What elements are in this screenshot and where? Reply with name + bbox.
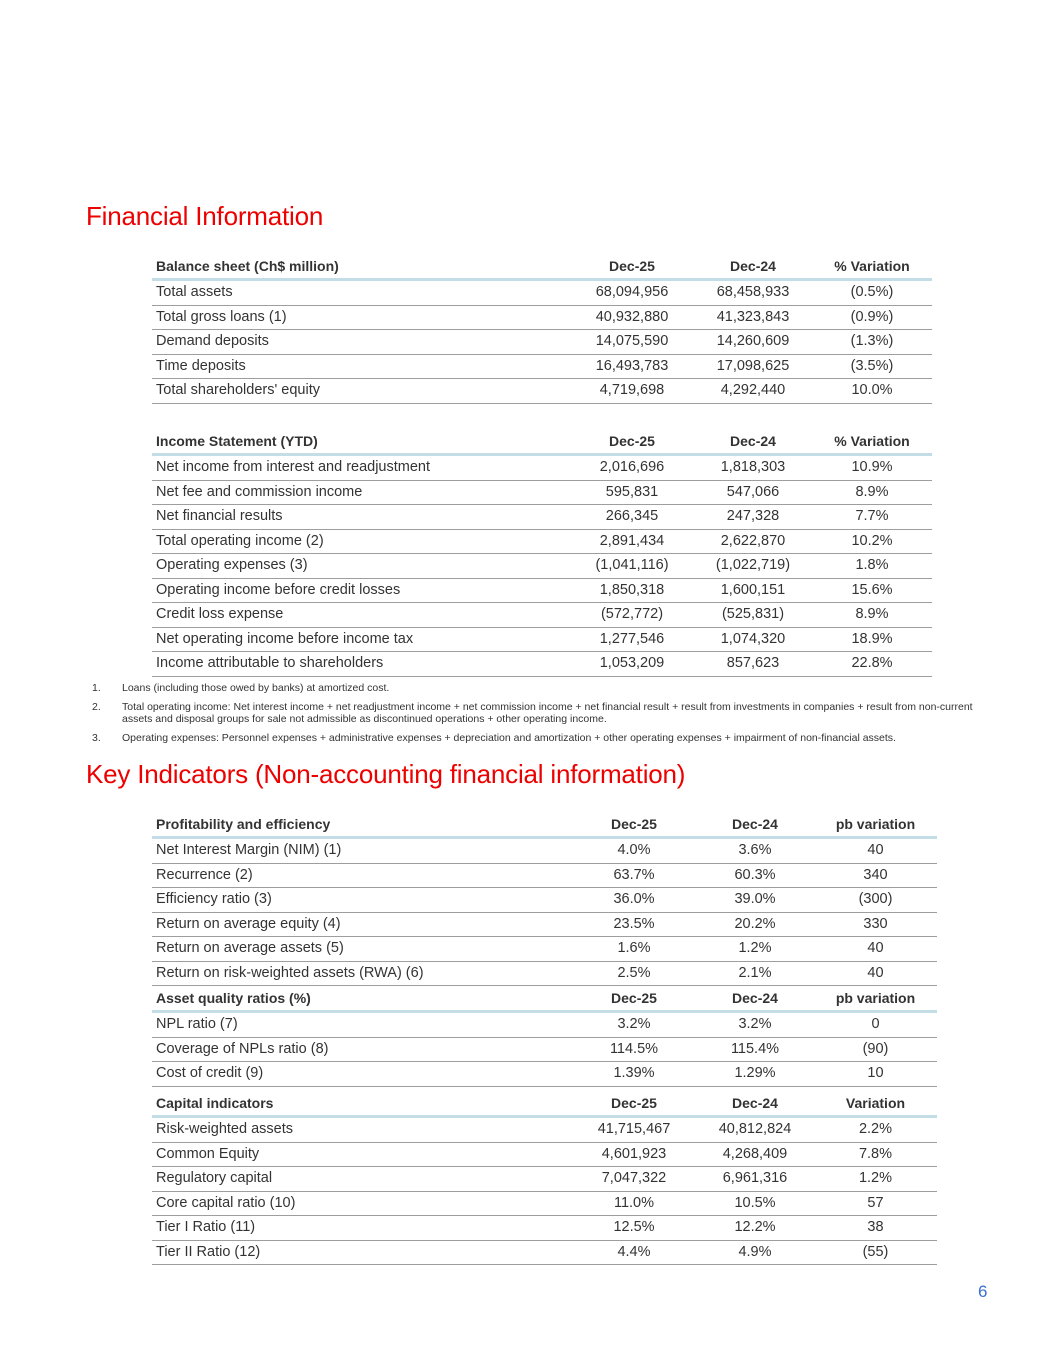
- row-label: Risk-weighted assets: [152, 1117, 572, 1143]
- table-row: [152, 627, 932, 652]
- row-value: 0: [814, 1012, 937, 1038]
- row-label: Cost of credit (9): [152, 1062, 572, 1087]
- row-value: 1,850,318: [570, 578, 694, 603]
- row-label: Common Equity: [152, 1142, 572, 1167]
- row-label: Recurrence (2): [152, 863, 572, 888]
- row-value: 8.9%: [812, 480, 932, 505]
- row-value: 1.39%: [572, 1062, 696, 1087]
- row-value: 40: [814, 838, 937, 864]
- row-value: 1,818,303: [694, 455, 812, 481]
- table-row: [152, 330, 932, 355]
- row-label: Net fee and commission income: [152, 480, 570, 505]
- table-header-cell: Dec-24: [696, 813, 814, 838]
- row-label: Net Interest Margin (NIM) (1): [152, 838, 572, 864]
- table-header-cell: pb variation: [814, 813, 937, 838]
- footnote-text: Loans (including those owed by banks) at amortized cost.: [122, 682, 390, 694]
- page-number: 6: [978, 1282, 988, 1301]
- table-header-label: Profitability and efficiency: [152, 813, 572, 838]
- row-value: 17,098,625: [694, 354, 812, 379]
- table-row: [152, 505, 932, 530]
- row-label: Return on average assets (5): [152, 937, 572, 962]
- table-row: [152, 305, 932, 330]
- row-value: (90): [814, 1037, 937, 1062]
- row-value: 1.2%: [696, 937, 814, 962]
- row-label: Net income from interest and readjustment: [152, 455, 570, 481]
- row-value: 1.2%: [814, 1167, 937, 1192]
- row-label: Total shareholders' equity: [152, 379, 570, 404]
- table-row: [152, 354, 932, 379]
- footnote: [92, 732, 992, 744]
- table-row: [152, 912, 937, 937]
- row-value: 40: [814, 961, 937, 986]
- row-label: Tier II Ratio (12): [152, 1240, 572, 1265]
- row-value: 3.2%: [696, 1012, 814, 1038]
- table-row: [152, 1216, 937, 1241]
- balance-sheet-table: [152, 255, 932, 404]
- table-row: [152, 1012, 937, 1038]
- table-header-row: [152, 255, 932, 280]
- row-value: (55): [814, 1240, 937, 1265]
- table-header-label: Balance sheet (Ch$ million): [152, 255, 570, 280]
- table-header-row: [152, 987, 937, 1012]
- row-value: 57: [814, 1191, 937, 1216]
- table-header-cell: Dec-25: [572, 813, 696, 838]
- row-value: 330: [814, 912, 937, 937]
- footnote: [92, 701, 992, 725]
- table-row: [152, 888, 937, 913]
- table-header-cell: Dec-25: [572, 987, 696, 1012]
- row-value: 12.5%: [572, 1216, 696, 1241]
- row-value: 547,066: [694, 480, 812, 505]
- table-header-cell: pb variation: [814, 987, 937, 1012]
- row-value: 1,053,209: [570, 652, 694, 677]
- row-value: 2,891,434: [570, 529, 694, 554]
- row-value: 266,345: [570, 505, 694, 530]
- table-header-row: [152, 1092, 937, 1117]
- row-value: 36.0%: [572, 888, 696, 913]
- key-indicators-title: Key Indicators (Non-accounting financial information): [86, 759, 686, 789]
- row-value: 39.0%: [696, 888, 814, 913]
- row-label: Income attributable to shareholders: [152, 652, 570, 677]
- row-value: 10.0%: [812, 379, 932, 404]
- footnote-text: Total operating income: Net interest income + net readjustment income + net commission income + net financial result + result from investments in companies + result from non-current assets and disposal groups for sale not admissible as discontinued operations + other operating income.: [122, 701, 973, 725]
- table-row: [152, 838, 937, 864]
- income-statement-table: [152, 430, 932, 677]
- footnote: [92, 682, 992, 694]
- table-header-cell: Dec-24: [694, 430, 812, 455]
- row-value: 1.6%: [572, 937, 696, 962]
- table-header-label: Asset quality ratios (%): [152, 987, 572, 1012]
- row-value: 22.8%: [812, 652, 932, 677]
- table-row: [152, 529, 932, 554]
- row-label: Demand deposits: [152, 330, 570, 355]
- row-value: 63.7%: [572, 863, 696, 888]
- row-value: 15.6%: [812, 578, 932, 603]
- row-value: 40,812,824: [696, 1117, 814, 1143]
- table-row: [152, 937, 937, 962]
- table-header-cell: Dec-25: [570, 430, 694, 455]
- row-label: Core capital ratio (10): [152, 1191, 572, 1216]
- row-value: 40: [814, 937, 937, 962]
- table-header-cell: Dec-24: [694, 255, 812, 280]
- table-row: [152, 1037, 937, 1062]
- row-value: 20.2%: [696, 912, 814, 937]
- row-value: 12.2%: [696, 1216, 814, 1241]
- row-value: 1.29%: [696, 1062, 814, 1087]
- row-value: 4.0%: [572, 838, 696, 864]
- row-value: (0.5%): [812, 280, 932, 306]
- row-value: 6,961,316: [696, 1167, 814, 1192]
- table-row: [152, 603, 932, 628]
- row-label: Net operating income before income tax: [152, 627, 570, 652]
- table-header-row: [152, 813, 937, 838]
- row-value: 68,458,933: [694, 280, 812, 306]
- profitability-table: [152, 813, 937, 986]
- row-label: Operating expenses (3): [152, 554, 570, 579]
- table-header-row: [152, 430, 932, 455]
- row-value: 41,715,467: [572, 1117, 696, 1143]
- row-value: 114.5%: [572, 1037, 696, 1062]
- table-header-cell: Dec-24: [696, 987, 814, 1012]
- row-label: NPL ratio (7): [152, 1012, 572, 1038]
- row-value: 10: [814, 1062, 937, 1087]
- row-value: 7.7%: [812, 505, 932, 530]
- table-row: [152, 455, 932, 481]
- row-label: Return on risk-weighted assets (RWA) (6): [152, 961, 572, 986]
- row-value: (572,772): [570, 603, 694, 628]
- row-value: 4.9%: [696, 1240, 814, 1265]
- table-row: [152, 1117, 937, 1143]
- row-value: 595,831: [570, 480, 694, 505]
- table-row: [152, 379, 932, 404]
- table-row: [152, 1142, 937, 1167]
- financial-information-title: Financial Information: [86, 201, 324, 231]
- capital-indicators-table: [152, 1092, 937, 1265]
- row-value: (525,831): [694, 603, 812, 628]
- row-value: (1.3%): [812, 330, 932, 355]
- table-row: [152, 554, 932, 579]
- footnote-number: 2.: [92, 701, 101, 713]
- table-row: [152, 652, 932, 677]
- table-header-cell: Dec-24: [696, 1092, 814, 1117]
- row-value: 1,277,546: [570, 627, 694, 652]
- row-value: 18.9%: [812, 627, 932, 652]
- table-row: [152, 961, 937, 986]
- row-value: 2.5%: [572, 961, 696, 986]
- row-value: 247,328: [694, 505, 812, 530]
- row-value: 340: [814, 863, 937, 888]
- row-value: 4,719,698: [570, 379, 694, 404]
- row-value: 23.5%: [572, 912, 696, 937]
- row-value: (3.5%): [812, 354, 932, 379]
- footnote-number: 1.: [92, 682, 101, 694]
- table-row: [152, 1240, 937, 1265]
- row-value: 68,094,956: [570, 280, 694, 306]
- table-header-cell: % Variation: [812, 430, 932, 455]
- row-value: 11.0%: [572, 1191, 696, 1216]
- row-label: Credit loss expense: [152, 603, 570, 628]
- row-value: 3.6%: [696, 838, 814, 864]
- table-header-cell: Dec-25: [572, 1092, 696, 1117]
- row-value: 3.2%: [572, 1012, 696, 1038]
- table-header-cell: % Variation: [812, 255, 932, 280]
- row-label: Operating income before credit losses: [152, 578, 570, 603]
- row-value: 16,493,783: [570, 354, 694, 379]
- row-label: Total gross loans (1): [152, 305, 570, 330]
- footnotes: [92, 682, 992, 751]
- row-label: Return on average equity (4): [152, 912, 572, 937]
- row-value: 857,623: [694, 652, 812, 677]
- table-header-label: Capital indicators: [152, 1092, 572, 1117]
- footnote-number: 3.: [92, 732, 101, 744]
- table-row: [152, 1062, 937, 1087]
- row-value: (1,022,719): [694, 554, 812, 579]
- row-value: (300): [814, 888, 937, 913]
- table-row: [152, 1191, 937, 1216]
- row-label: Total assets: [152, 280, 570, 306]
- row-value: 1,074,320: [694, 627, 812, 652]
- table-header-cell: Variation: [814, 1092, 937, 1117]
- table-row: [152, 578, 932, 603]
- row-value: 60.3%: [696, 863, 814, 888]
- row-value: 41,323,843: [694, 305, 812, 330]
- row-label: Efficiency ratio (3): [152, 888, 572, 913]
- row-value: 115.4%: [696, 1037, 814, 1062]
- row-value: (0.9%): [812, 305, 932, 330]
- row-value: 2,622,870: [694, 529, 812, 554]
- row-value: 7,047,322: [572, 1167, 696, 1192]
- row-value: 4,268,409: [696, 1142, 814, 1167]
- table-row: [152, 280, 932, 306]
- row-label: Coverage of NPLs ratio (8): [152, 1037, 572, 1062]
- row-value: 14,260,609: [694, 330, 812, 355]
- row-value: 2.2%: [814, 1117, 937, 1143]
- row-value: 8.9%: [812, 603, 932, 628]
- row-value: 4.4%: [572, 1240, 696, 1265]
- row-label: Net financial results: [152, 505, 570, 530]
- row-value: 40,932,880: [570, 305, 694, 330]
- row-value: 2,016,696: [570, 455, 694, 481]
- table-row: [152, 480, 932, 505]
- row-value: 2.1%: [696, 961, 814, 986]
- asset-quality-table: [152, 987, 937, 1087]
- row-value: 10.2%: [812, 529, 932, 554]
- row-label: Total operating income (2): [152, 529, 570, 554]
- row-value: 1,600,151: [694, 578, 812, 603]
- row-value: 1.8%: [812, 554, 932, 579]
- footnote-text: Operating expenses: Personnel expenses + administrative expenses + depreciation and amortization + other operating expenses + impairment of non-financial assets.: [122, 732, 896, 744]
- row-value: 10.5%: [696, 1191, 814, 1216]
- row-value: 10.9%: [812, 455, 932, 481]
- row-value: 38: [814, 1216, 937, 1241]
- row-label: Tier I Ratio (11): [152, 1216, 572, 1241]
- table-header-label: Income Statement (YTD): [152, 430, 570, 455]
- row-label: Regulatory capital: [152, 1167, 572, 1192]
- row-value: 4,601,923: [572, 1142, 696, 1167]
- table-row: [152, 863, 937, 888]
- table-header-cell: Dec-25: [570, 255, 694, 280]
- table-row: [152, 1167, 937, 1192]
- row-value: (1,041,116): [570, 554, 694, 579]
- row-value: 4,292,440: [694, 379, 812, 404]
- row-value: 14,075,590: [570, 330, 694, 355]
- row-value: 7.8%: [814, 1142, 937, 1167]
- row-label: Time deposits: [152, 354, 570, 379]
